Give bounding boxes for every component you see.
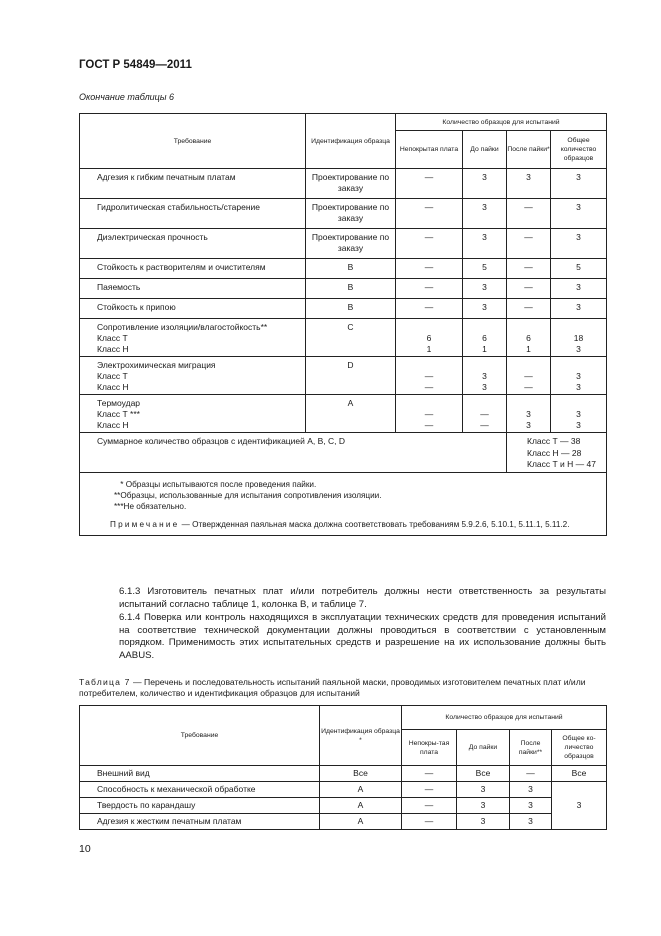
req-class-t: Класс Т ***: [97, 409, 140, 419]
table-row: [80, 169, 607, 199]
col-header-before: До пайки: [463, 131, 507, 169]
notes-cell: [80, 473, 607, 536]
cell-after: 3: [510, 798, 552, 814]
cell-uncoated: [396, 357, 463, 395]
cell-total: 3: [551, 199, 607, 229]
summary-row: [80, 433, 607, 473]
standard-header: ГОСТ Р 54849—2011: [79, 59, 192, 71]
paragraph-text: 6.1.3 Изготовитель печатных плат и/или потребитель должны нести ответственность за результаты испытаний согласно таблице 1, колонка B, и таблице 7.: [119, 586, 606, 610]
cell-total: 3: [551, 229, 607, 259]
cell-uncoated: —: [396, 169, 463, 199]
table-row: [80, 395, 607, 433]
req-title: Термоудар: [97, 398, 141, 408]
cell-requirement: Способность к механической обработке: [80, 782, 320, 798]
col-header-requirement: Требование: [80, 114, 306, 169]
cell-total: Все: [552, 766, 607, 782]
val-t: 6: [526, 333, 531, 343]
req-class-h: Класс Н: [97, 344, 129, 354]
cell-requirement: Стойкость к припою: [80, 299, 306, 319]
paragraph-6-1-4: [79, 612, 606, 662]
cell-after: 3: [510, 782, 552, 798]
req-class-h: Класс Н: [97, 382, 129, 392]
cell-ident: A: [306, 395, 396, 433]
cell-after: 3: [510, 814, 552, 830]
cell-uncoated: —: [396, 299, 463, 319]
cell-after: —: [507, 229, 551, 259]
table-row: [80, 357, 607, 395]
table-row: [80, 199, 607, 229]
table-row: [80, 782, 607, 798]
note: [110, 519, 598, 530]
cell-ident: A: [320, 798, 402, 814]
cell-after: [507, 319, 551, 357]
cell-uncoated: —: [402, 766, 457, 782]
val-h: —: [424, 382, 434, 392]
table-row: [80, 319, 607, 357]
footnote-3: ***Не обязательно.: [114, 502, 187, 512]
cell-uncoated: —: [396, 279, 463, 299]
summary-class-h: Класс Н — 28: [527, 447, 582, 458]
footnote-2: **Образцы, использованные для испытания сопротивления изоляции.: [114, 491, 382, 501]
table-row: [80, 279, 607, 299]
table-row: [80, 259, 607, 279]
req-title: Электрохимическая миграция: [97, 360, 216, 370]
cell-requirement: Гидролитическая стабильность/старение: [80, 199, 306, 229]
cell-uncoated: —: [396, 199, 463, 229]
table6-caption: Окончание таблицы 6: [79, 92, 174, 102]
cell-ident: D: [306, 357, 396, 395]
cell-before: 3: [457, 814, 510, 830]
val-h: 3: [576, 420, 581, 430]
table-row: [80, 229, 607, 259]
cell-before: 3: [457, 782, 510, 798]
val-h: 3: [526, 420, 531, 430]
val-h: —: [524, 382, 533, 392]
cell-before: 3: [463, 169, 507, 199]
cell-requirement: [80, 357, 306, 395]
cell-before: [463, 319, 507, 357]
cell-after: [507, 395, 551, 433]
cell-requirement: Диэлектрическая прочность: [80, 229, 306, 259]
col-header-ident: Идентификация образца *: [320, 706, 402, 766]
cell-before: 3: [463, 279, 507, 299]
table-row: [80, 814, 607, 830]
paragraph-text: 6.1.4 Поверка или контроль находящихся в эксплуатации технических средств для проведения испытаний на соответствие технической документации должны проводиться в соответствии с установленным порядком. Применимость этих испытательных средств и разрешение на их использование должны быть AABUS.: [119, 612, 606, 661]
cell-after: —: [507, 259, 551, 279]
val-t: 6: [426, 333, 432, 343]
table7-caption: [79, 677, 606, 699]
cell-after: —: [507, 279, 551, 299]
req-class-t: Класс Т: [97, 371, 128, 381]
col-header-uncoated: Непокры-тая плата: [402, 730, 457, 766]
cell-after: —: [507, 299, 551, 319]
val-t: 3: [576, 371, 581, 381]
cell-total: [551, 395, 607, 433]
cell-ident: A: [320, 782, 402, 798]
summary-values: [507, 433, 607, 473]
cell-total: 3: [551, 169, 607, 199]
table-row: [80, 798, 607, 814]
cell-ident: B: [306, 299, 396, 319]
cell-uncoated: [396, 319, 463, 357]
val-t: 3: [526, 409, 531, 419]
note-label: Примечание: [110, 519, 180, 529]
table-row: [80, 766, 607, 782]
cell-ident: B: [306, 279, 396, 299]
cell-uncoated: —: [396, 229, 463, 259]
cell-total: 5: [551, 259, 607, 279]
cell-ident: Проектирование по заказу: [306, 199, 396, 229]
cell-ident: Все: [320, 766, 402, 782]
col-header-uncoated: Непокрытая плата: [396, 131, 463, 169]
cell-total: 3: [551, 299, 607, 319]
col-header-requirement: Требование: [80, 706, 320, 766]
req-class-h: Класс Н: [97, 420, 129, 430]
cell-ident: Проектирование по заказу: [306, 169, 396, 199]
req-class-t: Класс Т: [97, 333, 128, 343]
notes-row: [80, 473, 607, 536]
footnote-1: * Образцы испытываются после проведения пайки.: [118, 480, 317, 489]
cell-uncoated: [396, 395, 463, 433]
cell-before: [463, 395, 507, 433]
cell-total: [551, 319, 607, 357]
table7-caption-text: — Перечень и последовательность испытаний паяльной маски, проводимых изготовителем печатных плат и/или потребителем, количество и идентификация образцов для испытаний: [79, 677, 586, 698]
table-6: [79, 113, 607, 536]
val-t: 3: [482, 371, 487, 381]
col-header-before: До пайки: [457, 730, 510, 766]
val-h: 3: [576, 344, 581, 354]
paragraph-6-1-3: [79, 586, 606, 611]
cell-ident: C: [306, 319, 396, 357]
val-t: 18: [573, 333, 584, 343]
cell-requirement: Стойкость к растворителям и очистителям: [80, 259, 306, 279]
cell-total-merged: 3: [552, 782, 607, 830]
val-t: —: [424, 371, 434, 381]
cell-requirement: Адгезия к гибким печатным платам: [80, 169, 306, 199]
cell-after: —: [510, 766, 552, 782]
summary-label: Суммарное количество образцов с идентификацией A, B, C, D: [80, 433, 507, 473]
cell-after: [507, 357, 551, 395]
summary-class-th: Класс Т и Н — 47: [527, 459, 596, 469]
col-header-count-group: Количество образцов для испытаний: [402, 706, 607, 730]
cell-total: 3: [551, 279, 607, 299]
cell-after: 3: [507, 169, 551, 199]
col-header-after: После пайки**: [510, 730, 552, 766]
val-h: 3: [482, 382, 487, 392]
val-h: 3: [576, 382, 581, 392]
cell-requirement: [80, 395, 306, 433]
cell-uncoated: —: [402, 798, 457, 814]
cell-before: [463, 357, 507, 395]
val-h: 1: [526, 344, 531, 354]
val-t: —: [524, 371, 533, 381]
cell-uncoated: —: [402, 814, 457, 830]
val-h: 1: [426, 344, 432, 354]
val-h: —: [480, 420, 489, 430]
cell-requirement: Внешний вид: [80, 766, 320, 782]
col-header-count-group: Количество образцов для испытаний: [396, 114, 607, 131]
cell-before: 3: [463, 299, 507, 319]
cell-uncoated: —: [396, 259, 463, 279]
cell-ident: A: [320, 814, 402, 830]
cell-before: 5: [463, 259, 507, 279]
summary-class-t: Класс Т — 38: [527, 436, 581, 446]
col-header-total: Общее ко-личество образцов: [552, 730, 607, 766]
cell-requirement: Паяемость: [80, 279, 306, 299]
val-t: —: [480, 409, 489, 419]
cell-before: 3: [463, 199, 507, 229]
val-t: —: [424, 409, 434, 419]
col-header-ident: Идентификация образца: [306, 114, 396, 169]
cell-requirement: Твердость по карандашу: [80, 798, 320, 814]
val-t: 3: [576, 409, 581, 419]
note-text: — Отвержденная паяльная маска должна соответствовать требованиям 5.9.2.6, 5.10.1, 5.11.1, 5.11.2.: [179, 519, 570, 529]
cell-requirement: Адгезия к жестким печатным платам: [80, 814, 320, 830]
val-h: —: [424, 420, 434, 430]
table-7: [79, 705, 607, 830]
val-t: 6: [482, 333, 487, 343]
col-header-total: Общее количество образцов: [551, 131, 607, 169]
cell-uncoated: —: [402, 782, 457, 798]
val-h: 1: [482, 344, 487, 354]
page-number: 10: [79, 843, 91, 855]
table-row: [80, 299, 607, 319]
cell-ident: B: [306, 259, 396, 279]
cell-ident: Проектирование по заказу: [306, 229, 396, 259]
col-header-after: После пайки*: [507, 131, 551, 169]
req-title: Сопротивление изоляции/влагостойкость**: [97, 322, 268, 332]
cell-after: —: [507, 199, 551, 229]
cell-before: Все: [457, 766, 510, 782]
cell-before: 3: [463, 229, 507, 259]
table7-caption-label: Таблица 7: [79, 677, 131, 687]
cell-requirement: [80, 319, 306, 357]
cell-total: [551, 357, 607, 395]
cell-before: 3: [457, 798, 510, 814]
